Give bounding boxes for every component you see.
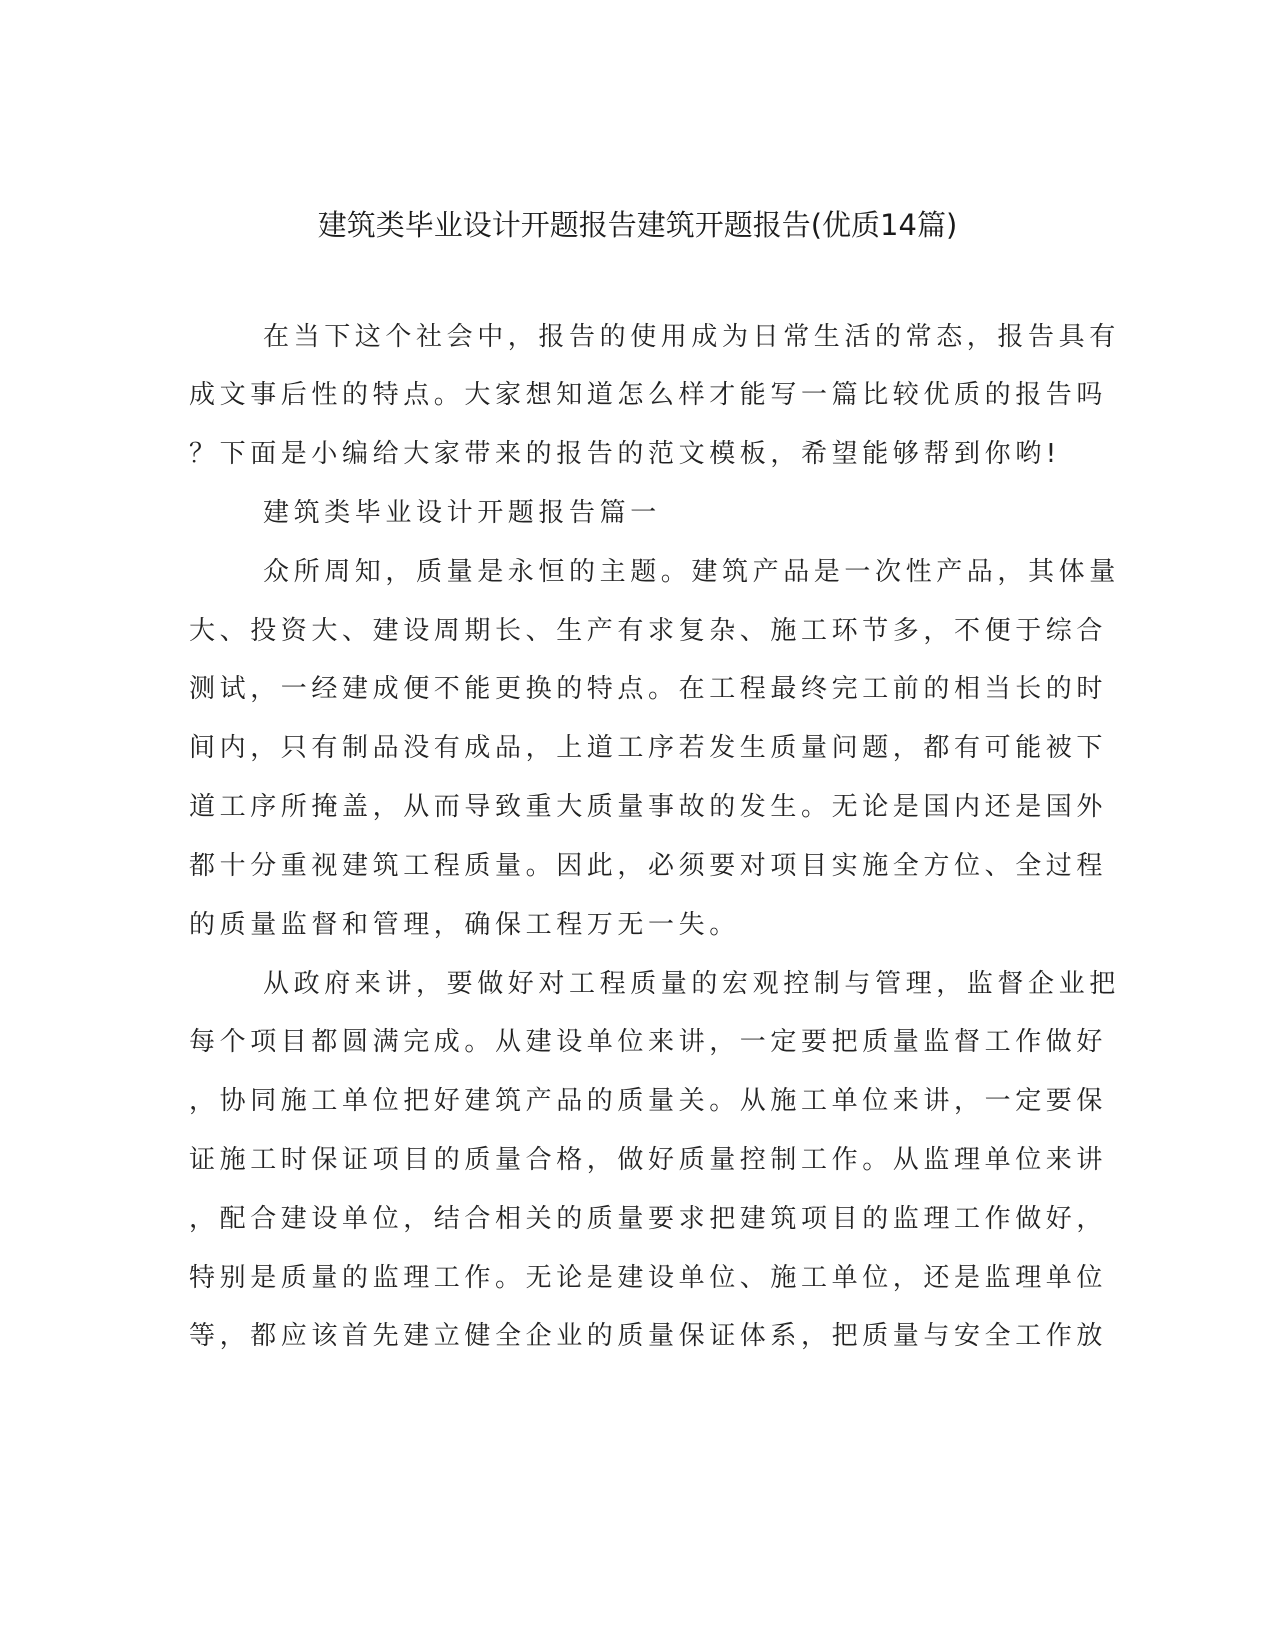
document-title: 建筑类毕业设计开题报告建筑开题报告(优质14篇) (317, 208, 958, 242)
paragraph-line: 从政府来讲，要做好对工程质量的宏观控制与管理，监督企业把 (263, 969, 1120, 999)
paragraph-line: 成文事后性的特点。大家想知道怎么样才能写一篇比较优质的报告吗 (189, 380, 1108, 410)
paragraph-line: ，配合建设单位，结合相关的质量要求把建筑项目的监理工作做好， (189, 1204, 1108, 1234)
paragraph-line: 众所周知，质量是永恒的主题。建筑产品是一次性产品，其体量 (263, 557, 1120, 587)
paragraph-line: ，协同施工单位把好建筑产品的质量关。从施工单位来讲，一定要保 (189, 1086, 1108, 1116)
paragraph-line: 等，都应该首先建立健全企业的质量保证体系，把质量与安全工作放 (189, 1321, 1108, 1351)
paragraph-line: 大、投资大、建设周期长、生产有求复杂、施工环节多，不便于综合 (189, 616, 1108, 646)
paragraph-line: 道工序所掩盖，从而导致重大质量事故的发生。无论是国内还是国外 (189, 792, 1108, 822)
paragraph-line: 特别是质量的监理工作。无论是建设单位、施工单位，还是监理单位 (189, 1263, 1108, 1293)
paragraph-line: 每个项目都圆满完成。从建设单位来讲，一定要把质量监督工作做好 (189, 1027, 1108, 1057)
section-heading: 建筑类毕业设计开题报告篇一 (263, 498, 661, 528)
paragraph-line: ？下面是小编给大家带来的报告的范文模板，希望能够帮到你哟! (189, 439, 1061, 469)
paragraph-line: 证施工时保证项目的质量合格，做好质量控制工作。从监理单位来讲 (189, 1145, 1108, 1175)
paragraph-line: 间内，只有制品没有成品，上道工序若发生质量问题，都有可能被下 (189, 733, 1108, 763)
paragraph-line: 测试，一经建成便不能更换的特点。在工程最终完工前的相当长的时 (189, 674, 1108, 704)
paragraph-line: 都十分重视建筑工程质量。因此，必须要对项目实施全方位、全过程 (189, 851, 1108, 881)
paragraph-line: 的质量监督和管理，确保工程万无一失。 (189, 910, 740, 940)
paragraph-line: 在当下这个社会中，报告的使用成为日常生活的常态，报告具有 (263, 322, 1120, 352)
